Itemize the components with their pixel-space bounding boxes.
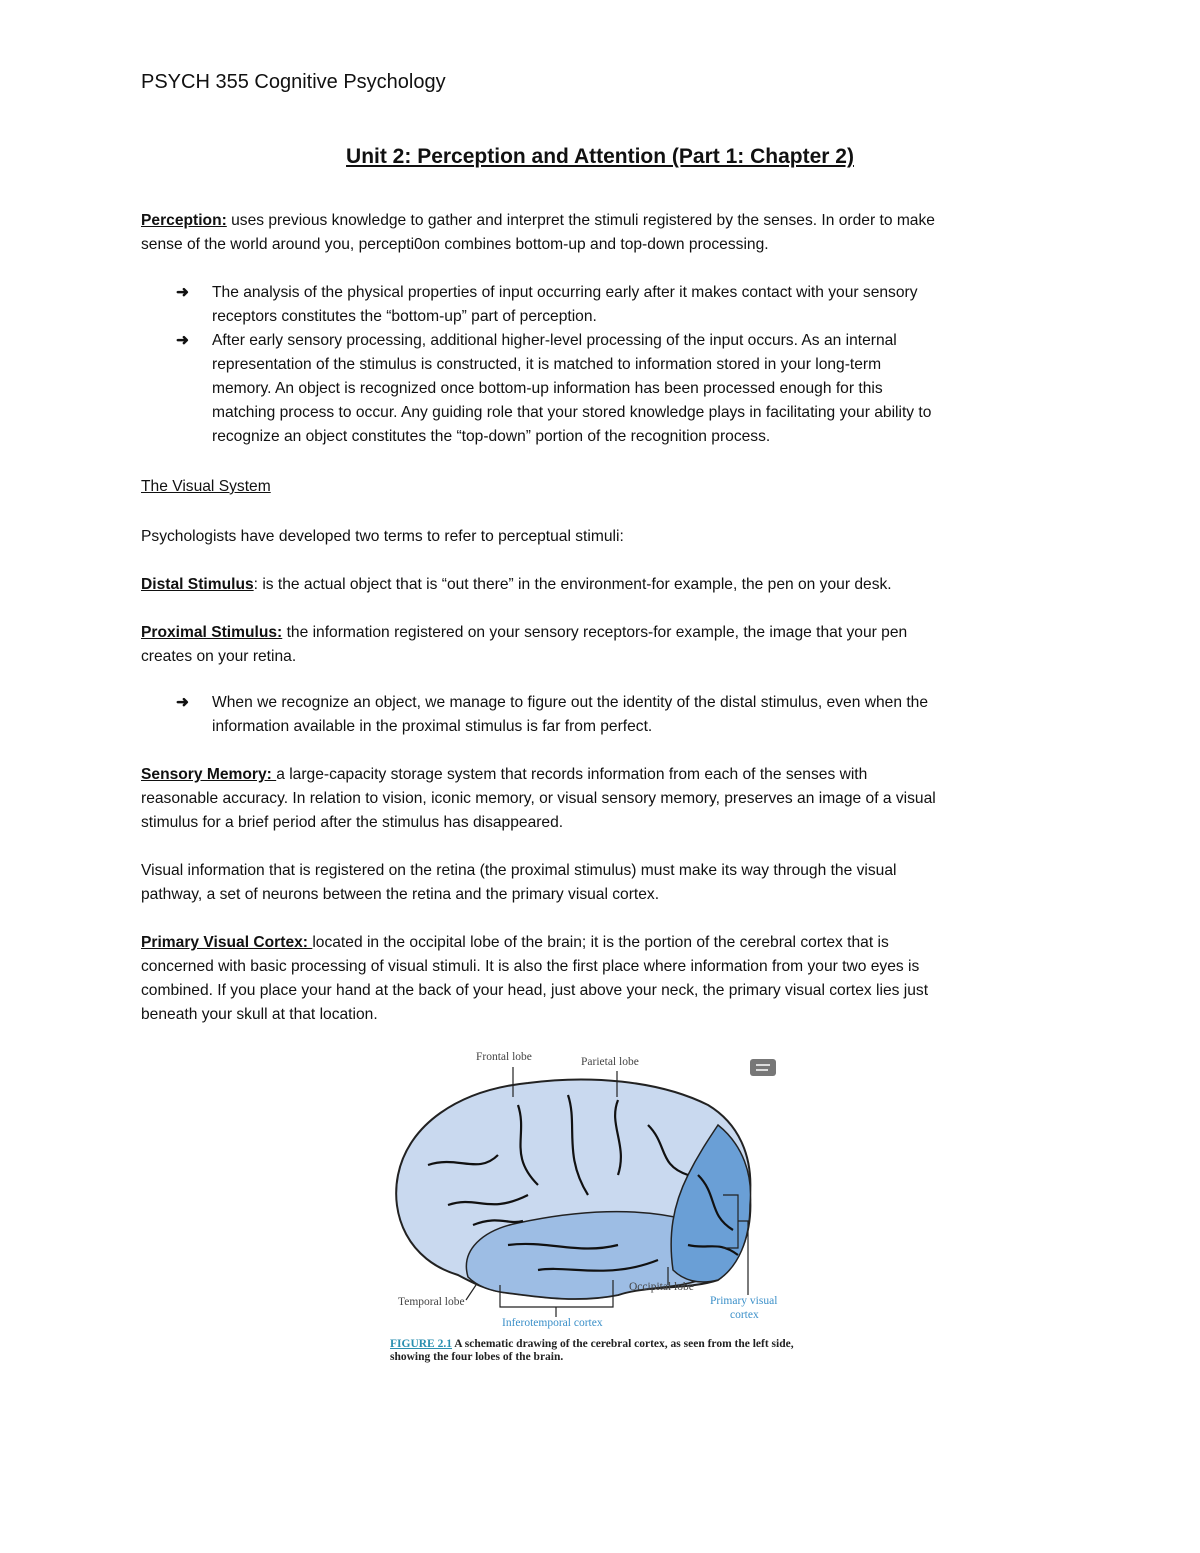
text-line: matching process to occur. Any guiding role that your stored knowledge plays in facilitating your ability to: [212, 404, 932, 421]
figure-caption: [390, 1338, 800, 1364]
section-heading-visual-system: The Visual System: [141, 478, 271, 495]
figure-label: FIGURE 2.1: [390, 1338, 452, 1350]
text-line: After early sensory processing, additional higher-level processing of the input occurs. As an internal: [212, 332, 897, 349]
text-line: a large-capacity storage system that records information from each of the senses with: [276, 766, 868, 783]
text-line: combined. If you place your hand at the back of your head, just above your neck, the primary visual cortex lies just: [141, 982, 929, 999]
expand-figure-icon: [750, 1059, 776, 1076]
term-sensory-memory: Sensory Memory:: [141, 766, 277, 783]
text-line: reasonable accuracy. In relation to vision, iconic memory, or visual sensory memory, preserves an image of a visual: [141, 790, 936, 807]
text-line: recognize an object constitutes the “top-down” portion of the recognition process.: [212, 428, 771, 445]
label-primary-visual-cortex: cortex: [730, 1309, 759, 1321]
text-line: stimulus for a brief period after the stimulus has disappeared.: [141, 814, 564, 831]
term-distal: Distal Stimulus: [141, 576, 254, 593]
label-parietal-lobe: Parietal lobe: [581, 1056, 639, 1068]
psychologists-text: Psychologists have developed two terms to refer to perceptual stimuli:: [141, 528, 624, 545]
visual-info-paragraph: [141, 859, 896, 907]
text-line: When we recognize an object, we manage to figure out the identity of the distal stimulus, even when the: [212, 694, 928, 711]
text-line: concerned with basic processing of visual stimuli. It is also the first place where information from your two eyes is: [141, 958, 920, 975]
text-line: located in the occipital lobe of the brain; it is the portion of the cerebral cortex that is: [312, 934, 889, 951]
document-header: PSYCH 355 Cognitive Psychology: [141, 71, 446, 93]
brain-figure: [388, 1045, 798, 1370]
arrow-right-icon: ➜: [176, 694, 190, 711]
text-line: sense of the world around you, percepti0on combines bottom-up and top-down processing.: [141, 236, 769, 253]
sensory-memory-paragraph: [141, 763, 936, 835]
text-line: The analysis of the physical properties of input occurring early after it makes contact with your sensory: [212, 284, 918, 301]
text-line: information available in the proximal stimulus is far from perfect.: [212, 718, 653, 735]
primary-visual-cortex-paragraph: [141, 931, 928, 1027]
caption-text: A schematic drawing of the cerebral cortex, as seen from the left side, showing the four lobes of the brain.: [390, 1338, 794, 1363]
text-line: the information registered on your sensory receptors-for example, the image that your pen: [282, 624, 908, 641]
label-occipital-lobe: Occipital lobe: [629, 1281, 694, 1293]
term-primary-visual-cortex: Primary Visual Cortex:: [141, 934, 313, 951]
distal-paragraph: [141, 573, 892, 597]
text-line: pathway, a set of neurons between the retina and the primary visual cortex.: [141, 886, 660, 903]
text-line: receptors constitutes the “bottom-up” part of perception.: [212, 308, 597, 325]
text-line: uses previous knowledge to gather and interpret the stimuli registered by the senses. In order to make: [226, 212, 935, 229]
label-primary-visual: Primary visual: [710, 1295, 778, 1307]
brain-illustration: [388, 1045, 798, 1335]
term-perception: Perception:: [141, 212, 227, 229]
label-temporal-lobe: Temporal lobe: [398, 1296, 465, 1308]
arrow-right-icon: ➜: [176, 332, 190, 349]
bullet-top-down: [176, 329, 932, 449]
text-line: : is the actual object that is “out there” in the environment-for example, the pen on your desk.: [253, 576, 892, 593]
proximal-paragraph: [141, 621, 907, 669]
perception-paragraph: [141, 209, 935, 257]
bullet-bottom-up: [176, 281, 918, 329]
page-title: Unit 2: Perception and Attention (Part 1: Chapter 2): [346, 145, 854, 168]
text-line: creates on your retina.: [141, 648, 297, 665]
bullet-distal-identity: [176, 691, 928, 739]
label-inferotemporal-cortex: Inferotemporal cortex: [502, 1317, 603, 1329]
term-proximal: Proximal Stimulus:: [141, 624, 283, 641]
label-frontal-lobe: Frontal lobe: [476, 1051, 532, 1063]
text-line: memory. An object is recognized once bottom-up information has been processed enough for this: [212, 380, 883, 397]
arrow-right-icon: ➜: [176, 284, 190, 301]
text-line: representation of the stimulus is constructed, it is matched to information stored in your long-term: [212, 356, 882, 373]
text-line: beneath your skull at that location.: [141, 1006, 378, 1023]
text-line: Visual information that is registered on the retina (the proximal stimulus) must make its way through the visual: [141, 862, 897, 879]
